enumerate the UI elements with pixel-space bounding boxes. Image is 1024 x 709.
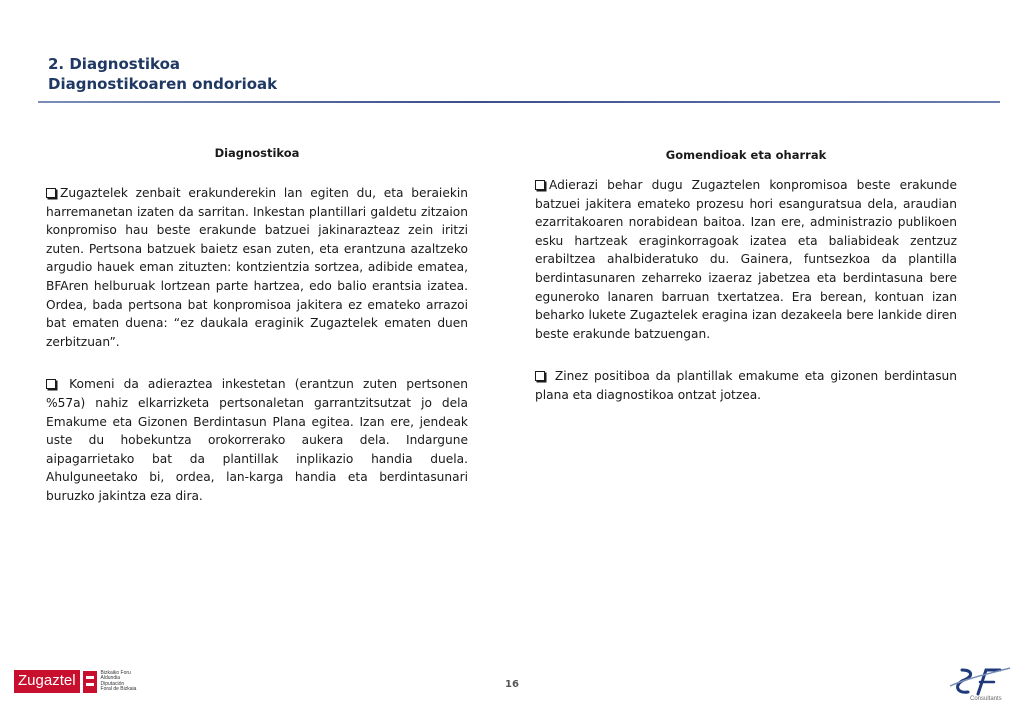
zugaztel-logo: Zugaztel bbox=[14, 670, 80, 693]
consultancy-logo bbox=[948, 664, 1012, 706]
institution-line: Diputación bbox=[100, 680, 125, 687]
recommendations-column-title: Gomendioak eta oharrak bbox=[665, 148, 827, 162]
recommendations-paragraph-2-text: Zinez positiboa da plantillak emakume eta gizonen berdintasun plana eta diagnostikoa ontzat jotzea. bbox=[535, 369, 958, 402]
slide-header bbox=[48, 54, 277, 94]
diagnosis-paragraph-1 bbox=[46, 184, 468, 351]
checkbox-bullet-icon bbox=[46, 379, 56, 389]
page-number: 16 bbox=[505, 679, 519, 690]
recommendations-column bbox=[535, 144, 957, 429]
checkbox-bullet-icon bbox=[535, 371, 545, 381]
diagnosis-paragraph-2 bbox=[46, 375, 468, 505]
recommendations-paragraph-2 bbox=[535, 367, 957, 404]
section-subtitle: Diagnostikoaren ondorioak bbox=[48, 75, 278, 93]
sf-consultants-logo-icon bbox=[948, 664, 1012, 698]
diagnosis-paragraph-1-text: Zugaztelek zenbait erakunderekin lan egiten du, eta beraiekin harremanetan izaten da sarritan. Inkestan plantillari galdetu zitzaion konpromiso hau beste erakunde batzuei jakinarazteaz zein iritzi zuten. Pertsona batzuek baietz esan zuten, eta erantzuna azaltzeko argudio hauek eman zituzten: kontzientzia sortzea, adibide ematea, BFAren helburuak lortzean parte hartzea, edo balio erantsia izatea. Ordea, bada pertsona bat konpromisoa jakitera ez emateko arrazoi bat ematen duena: “ez daukala eraginik Zugaztelek ematen duen zerbitzuan”. bbox=[46, 186, 468, 349]
institution-line: Bizkaiko Foru bbox=[100, 669, 131, 676]
diagnosis-column-title: Diagnostikoa bbox=[214, 146, 300, 160]
institution-line: Foral de Bizkaia bbox=[100, 686, 137, 692]
institution-line: Aldundia bbox=[100, 675, 121, 681]
checkbox-bullet-icon bbox=[535, 180, 545, 190]
header-divider bbox=[38, 101, 1000, 103]
diagnosis-paragraph-2-text: Komeni da adieraztea inkestetan (erantzun zuten pertsonen %57a) nahiz elkarrizketa pertsonaletan garrantzitsutzat jo dela Emakume eta Gizonen Berdintasun Plana egitea. Izan ere, jendeak uste du hobekuntza orokorrerako aukera dela. Indargune aipagarrietako bat da plantillak inplikazio handia duela. Ahulguneetako bi, ordea, lan-karga handia eta berdintasunari buruzko jakintza eza dira. bbox=[46, 377, 468, 503]
consultancy-name: Consultants bbox=[970, 696, 1002, 702]
checkbox-bullet-icon bbox=[46, 188, 56, 198]
section-title: 2. Diagnostikoa bbox=[48, 55, 181, 73]
diagnosis-column bbox=[46, 144, 468, 530]
recommendations-paragraph-1 bbox=[535, 176, 957, 343]
recommendations-paragraph-1-text: Adierazi behar dugu Zugaztelen konpromisoa beste erakunde batzuei jakitera emateko prozesu hori esanguratsua dela, araudian ezarritakoaren norabidean baitoa. Izan ere, administrazio publikoen esku hartzeak eraginkorragoak izatea eta baliabideak zentzuz erabiltzea ahalbideratuko du. Gainera, funtsezkoa da plantilla berdintasunaren zeharreko izaeraz jabetzea eta berdintasuna bere eguneroko lanaren barruan txertatzea. Era berean, kontuan izan beharko lukete Zugaztelek eragina izan dezakeela bere lankide diren beste erakunde batzuengan. bbox=[535, 178, 957, 341]
